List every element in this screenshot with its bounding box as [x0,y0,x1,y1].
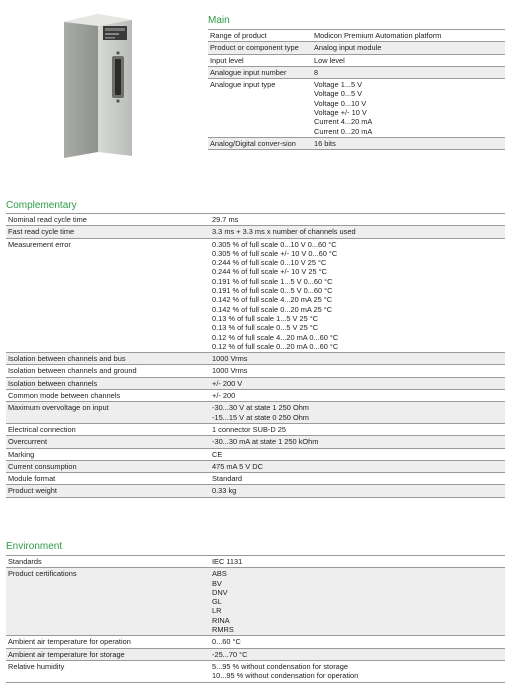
spec-label: Isolation between channels and bus [8,354,126,364]
spec-value-line: DNV [212,587,228,597]
spec-value-line: 16 bits [314,138,336,148]
spec-row [6,365,505,377]
spec-value-line: 0.33 kg [212,486,237,496]
spec-label: Product weight [8,486,57,496]
spec-label: Module format [8,474,56,484]
spec-value [210,485,505,497]
spec-value-line: +/- 200 V [212,378,243,388]
spec-value-line: RINA [212,615,230,625]
section-title-complementary: Complementary [6,200,77,211]
spec-value-line: Current 0...20 mA [314,126,373,136]
spec-row [6,238,505,353]
spec-value [210,460,505,472]
spec-value-line: Standard [212,474,242,484]
spec-label: Current consumption [8,461,77,471]
spec-value-line: Voltage +/- 10 V [314,108,367,118]
spec-value [210,473,505,485]
spec-value-line: Voltage 1...5 V [314,80,363,90]
spec-value-line: IEC 1131 [212,557,243,566]
spec-row [208,42,505,54]
spec-value [312,42,505,54]
spec-value-line: LR [212,606,222,616]
spec-value-line: CE [212,449,223,459]
spec-value-line: 29.7 ms [212,215,239,224]
product-image [58,12,140,160]
spec-value-line: 0.13 % of full scale 0...5 V 25 °C [212,323,319,333]
spec-row [208,79,505,138]
spec-value-line: 1000 Vrms [212,366,248,376]
spec-value [210,568,505,636]
spec-value-line: 0.13 % of full scale 1...5 V 25 °C [212,313,319,323]
spec-value-line: 5...95 % without condensation for storage [212,661,348,671]
spec-value-line: 3.3 ms + 3.3 ms x number of channels used [212,227,356,237]
spec-value-line: -30...30 mA at state 1 250 kOhm [212,437,319,447]
spec-row [6,226,505,238]
spec-value-line: 0.305 % of full scale +/- 10 V 0...60 °C [212,248,338,258]
spec-label: Overcurrent [8,437,48,447]
environment-spec-table [6,555,505,683]
spec-row [208,30,505,42]
spec-value-line: Voltage 0...5 V [314,89,363,99]
spec-row [6,353,505,365]
spec-row [6,568,505,636]
spec-label: Product or component type [210,43,299,53]
spec-value-line: Modicon Premium Automation platform [314,31,442,40]
spec-value [210,238,505,353]
spec-row [6,473,505,485]
spec-label: Maximum overvoltage on input [8,403,109,413]
spec-value-line: 0.191 % of full scale 1...5 V 0...60 °C [212,276,333,286]
spec-value-line: Analog input module [314,43,382,53]
spec-label: Ambient air temperature for storage [8,649,125,659]
spec-row [6,636,505,648]
spec-row [208,66,505,78]
spec-label: Measurement error [8,239,71,249]
spec-row [6,377,505,389]
spec-value-line: 0.142 % of full scale 0...20 mA 25 °C [212,304,333,314]
spec-label: Nominal read cycle time [8,215,87,224]
spec-value-line: 475 mA 5 V DC [212,461,263,471]
spec-value-line: 0.12 % of full scale 0...20 mA 0...60 °C [212,341,339,351]
spec-row [6,214,505,226]
spec-value [210,226,505,238]
spec-value [210,636,505,648]
spec-value-line: 0.305 % of full scale 0...10 V 0...60 °C [212,239,337,249]
spec-label: Isolation between channels [8,378,98,388]
spec-label: Isolation between channels and ground [8,366,137,376]
spec-label: Standards [8,557,42,566]
spec-value [210,390,505,402]
spec-value [210,377,505,389]
spec-value-line: 0.142 % of full scale 4...20 mA 25 °C [212,295,333,305]
spec-row [6,648,505,660]
spec-value-line: -30...30 V at state 1 250 Ohm [212,403,309,413]
spec-value [210,448,505,460]
spec-value [210,214,505,226]
spec-row [6,460,505,472]
spec-value-line: 8 [314,67,319,77]
spec-value [312,54,505,66]
spec-label: Fast read cycle time [8,227,75,237]
spec-label: Relative humidity [8,661,65,671]
spec-row [6,402,505,424]
spec-value-line: 0.244 % of full scale 0...10 V 25 °C [212,258,327,268]
spec-row [6,660,505,682]
spec-row [208,54,505,66]
spec-value [312,30,505,42]
spec-value [210,365,505,377]
spec-value-line: 1000 Vrms [212,354,248,364]
spec-label: Electrical connection [8,424,76,434]
spec-row [6,448,505,460]
spec-value-line: 0.244 % of full scale +/- 10 V 25 °C [212,267,327,277]
spec-label: Product certifications [8,569,77,579]
spec-value-line: 0...60 °C [212,637,241,647]
spec-row [6,390,505,402]
spec-value-line: 10...95 % without condensation for operation [212,671,359,681]
spec-label: Input level [210,55,244,65]
spec-label: Common mode between channels [8,391,121,401]
spec-label: Ambient air temperature for operation [8,637,131,647]
spec-value [210,436,505,448]
spec-row [208,137,505,149]
spec-value-line: -15...15 V at state 0 250 Ohm [212,412,309,422]
spec-value [312,66,505,78]
spec-value-line: 1 connector SUB-D 25 [212,424,286,434]
spec-row [6,423,505,435]
spec-label: Analogue input type [210,80,276,90]
spec-value [210,648,505,660]
spec-value-line: +/- 200 [212,391,236,401]
spec-row [6,485,505,497]
spec-value-line: 0.12 % of full scale 4...20 mA 0...60 °C [212,332,339,342]
spec-value [210,660,505,682]
spec-value [210,402,505,424]
spec-value-line: ABS [212,569,227,579]
section-title-main: Main [208,15,230,26]
spec-value [312,79,505,138]
spec-value-line: GL [212,597,222,607]
spec-value [210,353,505,365]
complementary-spec-table [6,213,505,498]
spec-value-line: BV [212,578,222,588]
spec-row [6,436,505,448]
spec-value-line: RMRS [212,625,234,635]
spec-value-line: 0.191 % of full scale 0...5 V 0...60 °C [212,286,333,296]
spec-value [210,556,505,568]
spec-value-line: Current 4...20 mA [314,117,373,127]
spec-label: Marking [8,449,35,459]
spec-value-line: Voltage 0...10 V [314,98,367,108]
spec-label: Range of product [210,31,267,40]
section-title-environment: Environment [6,541,63,552]
spec-value-line: -25...70 °C [212,649,248,659]
spec-row [6,556,505,568]
spec-value [312,137,505,149]
spec-value-line: Low level [314,55,345,65]
spec-label: Analogue input number [210,67,287,77]
main-spec-table [208,29,505,150]
spec-label: Analog/Digital conver-sion [210,138,296,148]
spec-value [210,423,505,435]
